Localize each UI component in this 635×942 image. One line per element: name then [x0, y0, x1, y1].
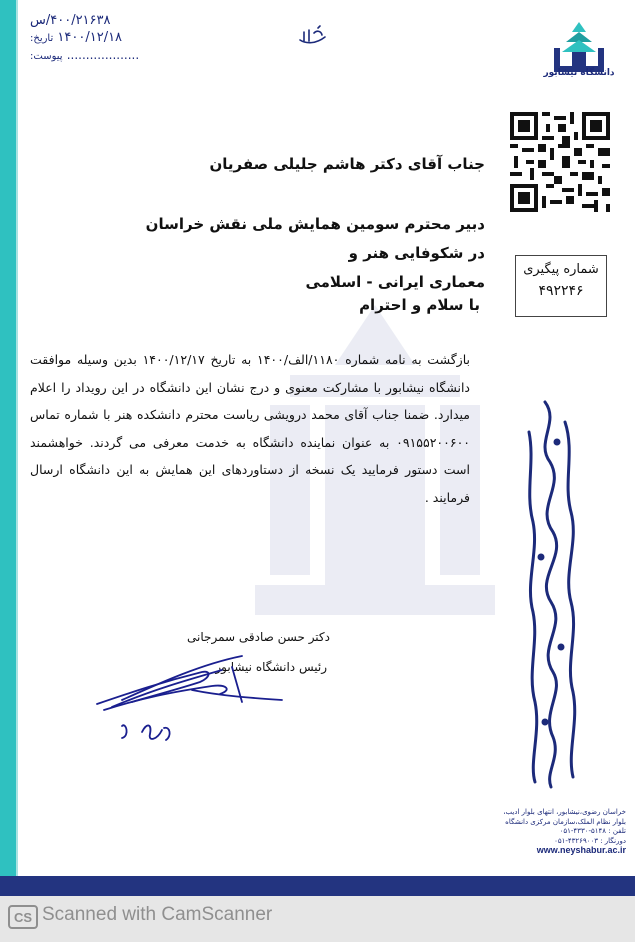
camscanner-logo-icon	[8, 905, 38, 929]
tracking-number-box	[515, 255, 607, 317]
signer-name: دکتر حسن صادقی سمرجانی	[187, 630, 330, 644]
addressee-title	[125, 210, 485, 297]
letter-date: ۱۴۰۰/۱۲/۱۸	[57, 30, 123, 45]
side-accent-bar	[0, 0, 16, 895]
subject-line-2: معماری ایرانی - اسلامی	[305, 273, 485, 291]
addressee: جناب آقای دکتر هاشم جلیلی صفریان	[209, 155, 485, 173]
logo-caption: دانشگاه نیشابور	[543, 68, 615, 78]
calligraphy-motto-icon	[505, 392, 595, 792]
letter-reference-block	[30, 12, 140, 65]
attachment-value: ...................	[66, 48, 140, 62]
signer-title: رئیس دانشگاه نیشابور	[215, 660, 327, 674]
bismillah-calligraphy-icon	[298, 24, 328, 48]
attachment-label: پیوست:	[30, 51, 63, 62]
tracking-label: شماره پیگیری	[523, 262, 599, 277]
camscanner-logo-text: CS	[13, 910, 33, 925]
subject-line-1: دبیر محترم سومین همایش ملی نقش خراسان در شکوفایی هنر و	[145, 215, 485, 262]
date-label: تاریخ:	[30, 33, 54, 44]
address-line-2: بلوار نظام الملک،سازمان مرکزی دانشگاه	[505, 817, 626, 826]
address-line-1: خراسان رضوی،نیشابور، انتهای بلوار ادیب،	[503, 808, 626, 816]
fax: دورنگار : ۴۳۲۶۹۰۰۳-۰۵۱	[554, 836, 626, 845]
camscanner-text: Scanned with CamScanner	[42, 904, 273, 925]
qr-code	[510, 112, 610, 212]
handwritten-signature	[92, 652, 312, 752]
letter-number: ۴۰۰/۲۱۶۳۸/س	[30, 13, 111, 28]
letter-body: بازگشت به نامه شماره ۱۱۸۰/الف/۱۴۰۰ به تاریخ ۱۴۰۰/۱۲/۱۷ بدین وسیله موافقت دانشگاه نیشابور با مشارکت معنوی و درج نشان این دانشگاه در این رویداد را اعلام میدارد. ضمنا جناب آقای محمد درویشی ریاست محترم دانشکده هنر با شماره تماس ۰۹۱۵۵۲۰۰۶۰۰ به عنوان نماینده دانشگاه به خدمت معرفی می گردند. خواهشمند است دستور فرمایید یک نسخه از دستاوردهای این همایش به این دانشگاه ارسال فرمایند .	[30, 352, 470, 505]
greeting: با سلام و احترام	[359, 296, 480, 314]
tracking-value: ۴۹۲۲۴۶	[538, 283, 584, 299]
phone: تلفن : ۵۱۴۸-۴۳۳۰-۰۵۱	[559, 827, 626, 835]
footer-band	[0, 876, 635, 896]
website-link[interactable]: www.neyshabur.ac.ir	[536, 845, 626, 855]
footer-address	[468, 808, 626, 856]
side-accent-shade	[16, 0, 18, 895]
